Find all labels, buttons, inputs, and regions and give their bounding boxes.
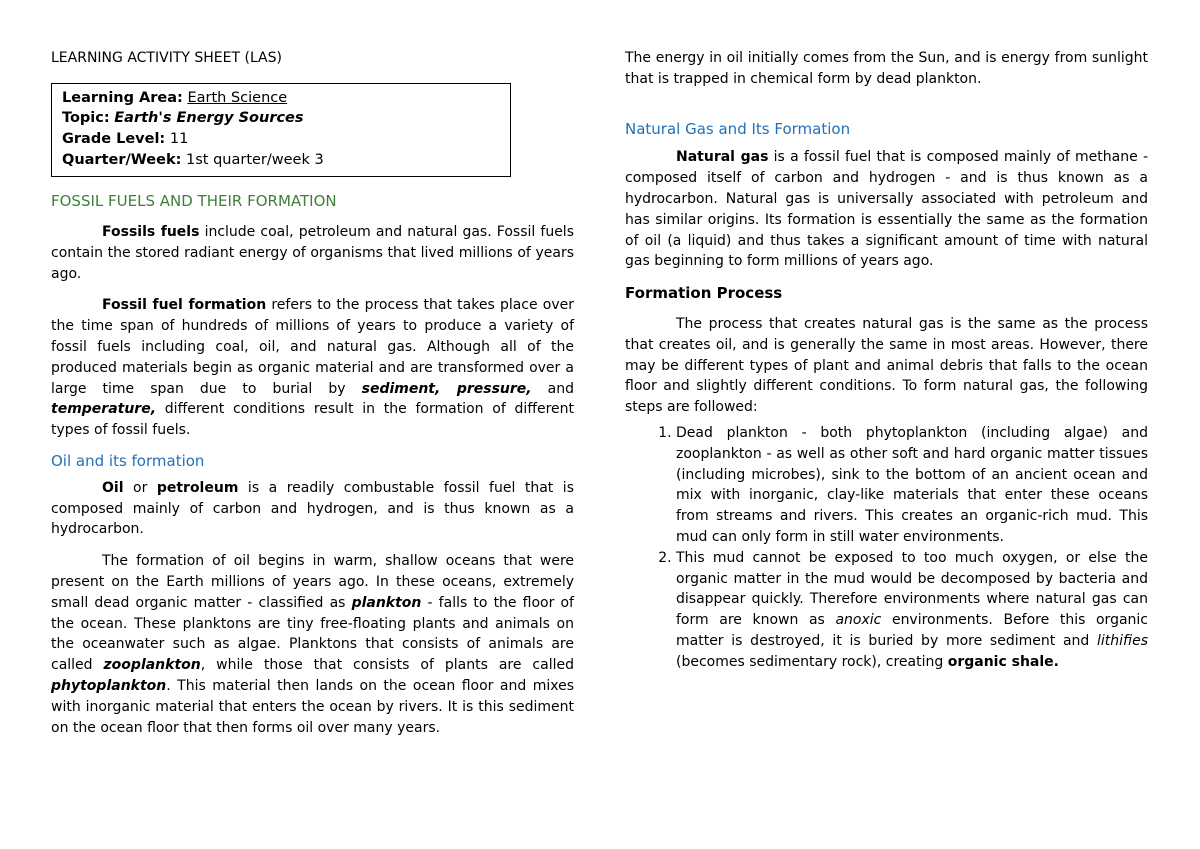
right-column [625, 48, 1148, 673]
oil-energy-paragraph: The energy in oil initially comes from the Sun, and is energy from sunlight that is trapped in chemical form by dead plankton. [625, 50, 1148, 87]
fossil-fuels-heading: FOSSIL FUELS AND THEIR FORMATION [51, 192, 337, 211]
quarter-label: Quarter/Week: [62, 151, 182, 168]
grade-value: 11 [169, 130, 189, 147]
learning-area-value: Earth Science [187, 89, 288, 106]
list-item: 1. Dead plankton - both phytoplankton (including algae) and zooplankton - as well as other soft and hard organic matter tissues (including microbes), sink to the bottom of an ancient ocean and mix with inorganic, clay-like materials that enter these oceans from streams and rivers. This creates an organic-rich mud. This mud can only form in still water environments. [676, 423, 1148, 548]
learning-area-row [62, 88, 500, 109]
formation-steps-list [625, 423, 1148, 673]
learning-area-label: Learning Area: [62, 89, 183, 106]
quarter-row [62, 150, 500, 171]
grade-label: Grade Level: [62, 130, 166, 147]
grade-row [62, 129, 500, 150]
fossil-fuels-paragraph: Fossils fuels include coal, petroleum and natural gas. Fossil fuels contain the stored radiant energy of organisms that lived millions of years ago. [51, 223, 574, 282]
left-column [51, 48, 574, 738]
formation-process-paragraph: The process that creates natural gas is the same as the process that creates oil, and is generally the same in most areas. However, there may be different types of plant and animal debris that falls to the ocean floor and slightly different conditions. To form natural gas, the following steps are followed: [625, 315, 1148, 416]
topic-label: Topic: [62, 110, 110, 127]
topic-row [62, 108, 500, 129]
sheet-title: LEARNING ACTIVITY SHEET (LAS) [51, 50, 282, 66]
info-box [51, 83, 511, 177]
natural-gas-heading: Natural Gas and Its Formation [625, 119, 851, 138]
formation-process-heading: Formation Process [625, 284, 783, 303]
oil-heading: Oil and its formation [51, 451, 205, 470]
oil-formation-paragraph: The formation of oil begins in warm, shallow oceans that were present on the Earth millions of years ago. In these oceans, extremely small dead organic matter - classified as plankton - falls to the floor of the ocean. These planktons are tiny free-floating plants and animals on the oceanwater such as algae. Planktons that consists of animals are called zooplankton, while those that consists of plants are called phytoplankton. This material then lands on the ocean floor and mixes with inorganic material that enters the ocean by rivers. It is this sediment on the ocean floor that then forms oil over many years. [51, 553, 574, 736]
oil-definition-paragraph: Oil or petroleum is a readily combustable fossil fuel that is composed mainly of carbon and hydrogen, and is thus known as a hydrocarbon. [51, 479, 574, 538]
topic-value: Earth's Energy Sources [114, 110, 304, 127]
list-item: 2. This mud cannot be exposed to too much oxygen, or else the organic matter in the mud would be decomposed by bacteria and disappear quickly. Therefore environments where natural gas can form are known as anoxic environments. Before this organic matter is destroyed, it is buried by more sediment and lithifies (becomes sedimentary rock), creating organic shale. [676, 548, 1148, 673]
quarter-value: 1st quarter/week 3 [186, 151, 324, 168]
natural-gas-paragraph: Natural gas is a fossil fuel that is composed mainly of methane - composed itself of carbon and hydrogen - and is thus known as a hydrocarbon. Natural gas is universally associated with petroleum and has similar origins. Its formation is essentially the same as the formation of oil (a liquid) and thus takes a significant amount of time with natural gas beginning to form millions of years ago. [625, 149, 1148, 270]
fossil-formation-paragraph: Fossil fuel formation refers to the process that takes place over the time span of hundreds of millions of years to produce a variety of fossil fuels including coal, oil, and natural gas. Although all of the produced materials begin as organic material and are transformed over a large time span due to burial by sediment, pressure, and temperature, different conditions result in the formation of different types of fossil fuels. [51, 297, 575, 439]
